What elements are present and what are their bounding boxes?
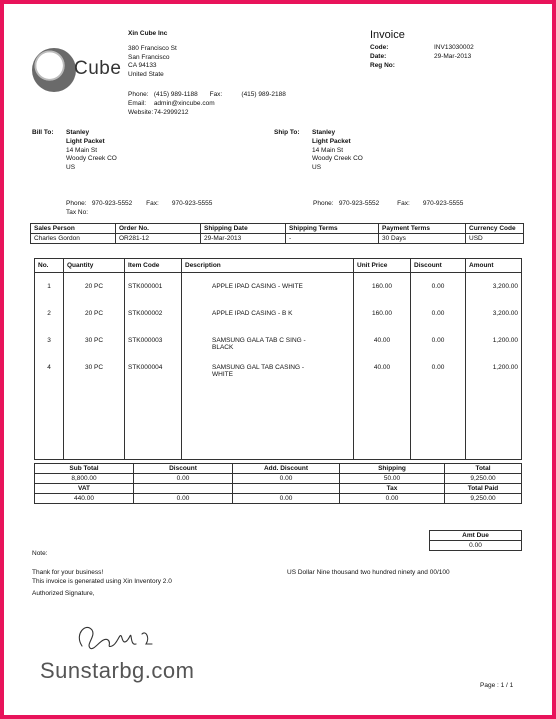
shipping-total: 50.00 — [340, 474, 445, 484]
tax-total: 0.00 — [340, 494, 445, 504]
invoice-code-label: Code: — [370, 44, 389, 51]
ship-to-name: Stanley — [312, 129, 336, 136]
totals-header: Total Paid — [445, 484, 522, 494]
totals-header: Tax — [340, 484, 445, 494]
items-header: Description — [182, 259, 354, 273]
item-amount: 3,200.00 — [466, 273, 522, 300]
shipping-date: 29-Mar-2013 — [201, 234, 286, 244]
company-logo — [32, 48, 128, 94]
amt-due: 0.00 — [430, 541, 522, 551]
logo-text: Cube — [74, 58, 122, 79]
page-number: Page : 1 / 1 — [480, 682, 514, 689]
item-qty: 30 PC — [64, 354, 125, 459]
vat-total: 440.00 — [35, 494, 134, 504]
item-desc — [182, 273, 354, 300]
totals-header: Shipping — [340, 464, 445, 474]
order-info-header: Currency Code — [466, 224, 524, 234]
items-table — [34, 258, 522, 460]
table-row — [35, 354, 522, 459]
totals-table — [34, 463, 522, 504]
items-header: Item Code — [125, 259, 182, 273]
bill-to-name: Stanley — [66, 129, 90, 136]
authorized-signature-label: Authorized Signature, — [32, 589, 95, 597]
ship-to-phone-label: Phone: — [313, 200, 334, 207]
company-website: 74-2999212 — [153, 108, 189, 116]
item-price: 40.00 — [354, 327, 411, 354]
item-desc-line: SAMSUNG GALA TAB C SING - — [212, 336, 306, 344]
table-row — [35, 327, 522, 354]
ship-to-fax-label: Fax: — [397, 200, 410, 207]
company-email-label: Email: — [128, 99, 147, 107]
company-fax-label: Fax: — [209, 91, 223, 98]
items-table-bottom — [35, 459, 522, 460]
items-header: Unit Price — [354, 259, 411, 273]
order-info-header: Sales Person — [31, 224, 116, 234]
order-info-header: Payment Terms — [379, 224, 466, 234]
invoice-title: Invoice — [370, 29, 405, 41]
amount-in-words: US Dollar Nine thousand two hundred ninety and 00/100 — [287, 569, 450, 576]
shipping-terms: - — [286, 234, 379, 244]
bill-to-fax: 970-923-5555 — [171, 200, 213, 207]
company-email: admin@xincube.com — [153, 99, 215, 107]
amt-due-label: Amt Due — [430, 531, 522, 541]
item-code: STK000001 — [125, 273, 182, 300]
order-info-header-row — [31, 224, 524, 234]
item-desc-line: SAMSUNG GAL TAB CASING - — [212, 363, 304, 371]
company-contacts — [128, 91, 358, 117]
item-qty: 20 PC — [64, 300, 125, 327]
ship-to-block — [312, 129, 363, 173]
invoice-meta — [370, 44, 474, 70]
bill-to-phone: 970-923-5552 — [91, 200, 133, 207]
item-amount: 1,200.00 — [466, 354, 522, 459]
generated-text: This invoice is generated using Xin Inventory 2.0 — [32, 577, 172, 585]
amount-due-table — [429, 530, 522, 551]
note-label: Note: — [32, 550, 48, 557]
company-fax: (415) 989-2188 — [241, 91, 286, 98]
watermark: Sunstarbg.com — [40, 658, 195, 683]
order-info-header: Order No. — [116, 224, 201, 234]
company-info — [128, 30, 177, 80]
order-info-table — [30, 223, 524, 244]
ship-to-company: Light Packet — [312, 137, 351, 145]
bill-to-tax-label: Tax No: — [66, 208, 89, 216]
item-desc — [182, 300, 354, 327]
totals-header: Sub Total — [35, 464, 134, 474]
invoice-page — [4, 4, 552, 715]
item-price: 160.00 — [354, 273, 411, 300]
item-discount: 0.00 — [411, 300, 466, 327]
invoice-date-label: Date: — [370, 52, 387, 60]
ship-to-contacts — [313, 200, 533, 209]
item-amount: 3,200.00 — [466, 300, 522, 327]
grand-total: 9,250.00 — [445, 474, 522, 484]
ship-to-address-3: US — [312, 164, 322, 172]
totals-header — [233, 484, 340, 494]
items-header: Quantity — [64, 259, 125, 273]
bill-to-fax-label: Fax: — [146, 200, 159, 207]
add-discount-total: 0.00 — [233, 474, 340, 484]
thanks-text: Thank for your business! — [32, 569, 104, 576]
totals-header: VAT — [35, 484, 134, 494]
totals-header-row — [35, 464, 522, 474]
item-desc — [182, 354, 354, 459]
item-no: 2 — [35, 300, 64, 327]
discount-total: 0.00 — [134, 474, 233, 484]
company-address-1: 380 Francisco St — [128, 44, 177, 52]
item-no: 4 — [35, 354, 64, 459]
items-header: Amount — [466, 259, 522, 273]
item-no: 3 — [35, 327, 64, 354]
items-header: No. — [35, 259, 64, 273]
item-code: STK000003 — [125, 327, 182, 354]
table-row — [35, 273, 522, 300]
logo-mark-icon — [32, 48, 76, 92]
item-qty: 30 PC — [64, 327, 125, 354]
item-discount: 0.00 — [411, 354, 466, 459]
item-amount: 1,200.00 — [466, 327, 522, 354]
ship-to-label: Ship To: — [274, 129, 300, 136]
bill-to-phone-label: Phone: — [66, 200, 87, 207]
company-address-3: CA 94133 — [128, 62, 157, 70]
ship-to-address-1: 14 Main St — [312, 146, 344, 154]
footer-notes — [32, 569, 172, 598]
payment-terms: 30 Days — [379, 234, 466, 244]
item-no: 1 — [35, 273, 64, 300]
company-phone-label: Phone: — [128, 91, 149, 98]
totals-value-row-2 — [35, 494, 522, 504]
totals-header: Add. Discount — [233, 464, 340, 474]
blank-total: 0.00 — [134, 494, 233, 504]
ship-to-address-2: Woody Creek CO — [312, 155, 363, 163]
item-price: 160.00 — [354, 300, 411, 327]
totals-header: Discount — [134, 464, 233, 474]
order-info-header: Shipping Terms — [286, 224, 379, 234]
company-website-label: Website: — [128, 108, 154, 116]
bill-to-company: Light Packet — [66, 137, 105, 145]
signature-icon — [68, 616, 178, 656]
item-desc-line: APPLE IPAD CASING - B K — [212, 309, 293, 317]
blank-total: 0.00 — [233, 494, 340, 504]
item-desc-line: BLACK — [212, 343, 234, 351]
currency-code: USD — [466, 234, 524, 244]
company-address-4: United State — [128, 71, 164, 79]
sub-total: 8,800.00 — [35, 474, 134, 484]
totals-header — [134, 484, 233, 494]
totals-header-row-2 — [35, 484, 522, 494]
item-code: STK000004 — [125, 354, 182, 459]
bill-to-label: Bill To: — [32, 129, 54, 136]
invoice-code: INV13030002 — [434, 44, 474, 51]
sales-person: Charles Gordon — [31, 234, 116, 244]
invoice-reg-label: Reg No: — [370, 61, 395, 69]
item-desc — [182, 327, 354, 354]
items-header: Discount — [411, 259, 466, 273]
item-discount: 0.00 — [411, 273, 466, 300]
totals-value-row — [35, 474, 522, 484]
item-price: 40.00 — [354, 354, 411, 459]
item-discount: 0.00 — [411, 327, 466, 354]
company-name: Xin Cube Inc — [128, 30, 168, 37]
order-no: OR281-12 — [116, 234, 201, 244]
totals-header: Total — [445, 464, 522, 474]
table-row — [35, 300, 522, 327]
item-desc-line: WHITE — [212, 370, 233, 378]
order-info-header: Shipping Date — [201, 224, 286, 234]
bill-to-contacts — [66, 200, 266, 218]
bill-to-address-3: US — [66, 164, 76, 172]
total-paid: 9,250.00 — [445, 494, 522, 504]
order-info-value-row — [31, 234, 524, 244]
ship-to-fax: 970-923-5555 — [422, 200, 464, 207]
item-qty: 20 PC — [64, 273, 125, 300]
ship-to-phone: 970-923-5552 — [338, 200, 380, 207]
bill-to-address-1: 14 Main St — [66, 146, 98, 154]
invoice-date: 29-Mar-2013 — [434, 52, 472, 60]
items-header-row — [35, 259, 522, 273]
company-address-2: San Francisco — [128, 53, 170, 61]
bill-to-block — [66, 129, 117, 173]
bill-to-address-2: Woody Creek CO — [66, 155, 117, 163]
item-code: STK000002 — [125, 300, 182, 327]
company-phone: (415) 989-1188 — [153, 91, 198, 98]
item-desc-line: APPLE IPAD CASING - WHITE — [212, 283, 303, 290]
